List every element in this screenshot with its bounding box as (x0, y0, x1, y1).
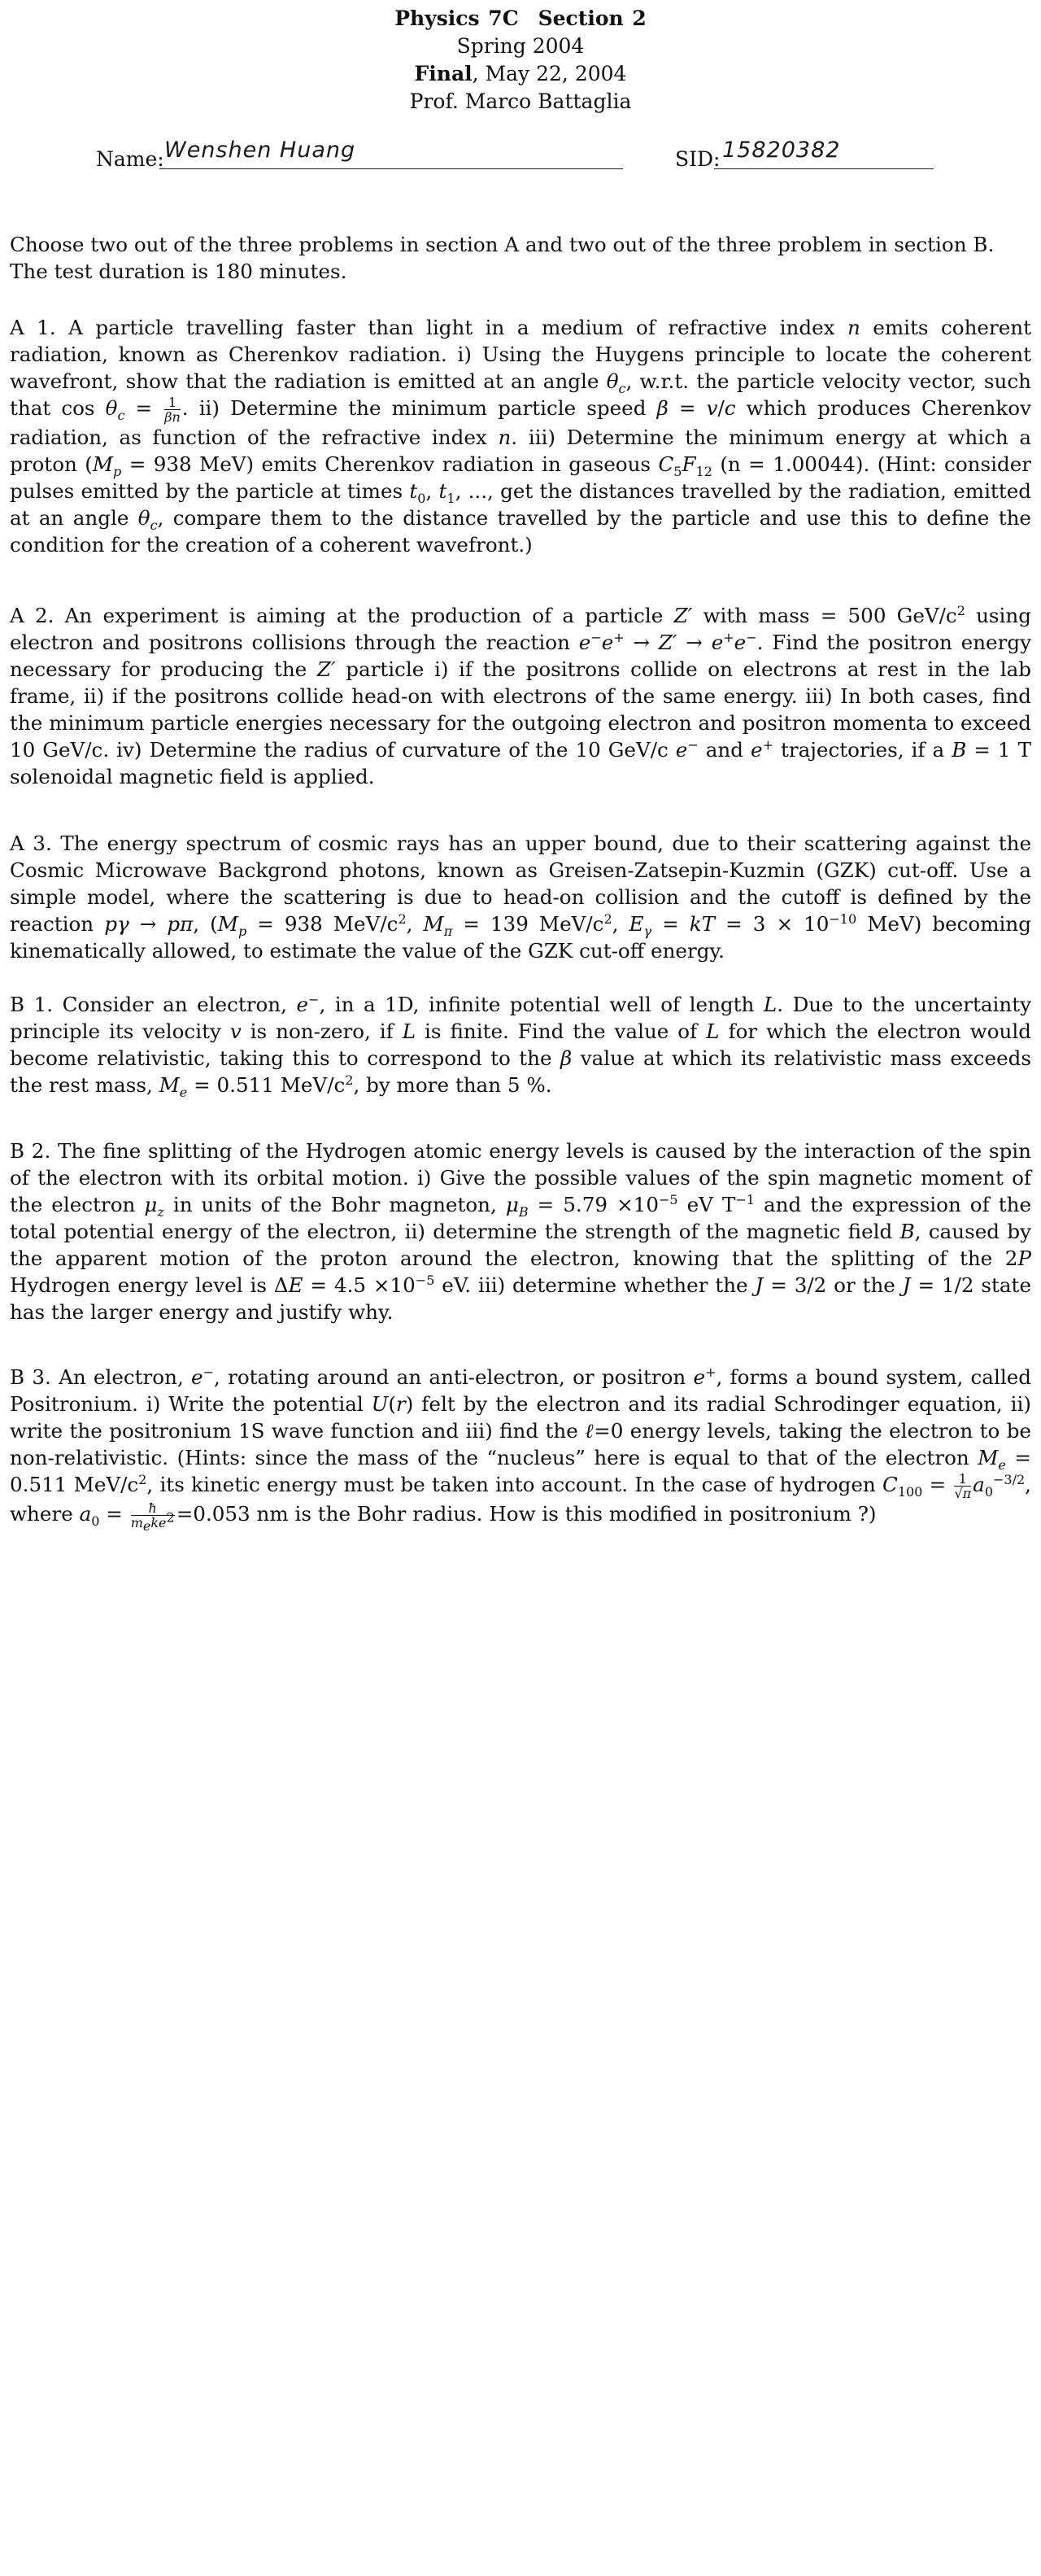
exam-header (0, 5, 1041, 116)
term: Spring 2004 (456, 34, 585, 58)
problem-a3 (10, 830, 1031, 964)
problem-b2-id: B 2. (10, 1139, 51, 1163)
exam-date: , May 22, 2004 (472, 62, 627, 85)
handwritten-sid: 15820382 (722, 138, 841, 163)
problem-b3 (10, 1364, 1032, 1535)
problem-a1 (10, 314, 1031, 558)
fraction-1-over-beta-n: $\frac{1}{\beta n}$ (164, 395, 181, 425)
problem-b2-text: B 2. The fine splitting of the Hydrogen atomic energy levels is caused by the interaction of the spin of the electron with its orbital motion. i) Give the possible values of the spin magnetic moment of the electron $\mu_z$ in units of the Bohr magneton, $\mu_B = 5.79 \times 10^{-5}$ eV $T^{-1}$ and the expression of the total potential energy of the electron, ii) determine the strength of the magnetic field B, caused by the apparent motion of the proton around the electron, knowing that the splitting of the 2P Hydrogen energy level is $\Delta E = 4.5 \times 10^{-5}$ eV. iii) determine whether the J = 3/2 or the J = 1/2 state has the larger energy and justify why. (10, 1139, 1032, 1324)
problem-b1 (10, 991, 1031, 1098)
problem-b2 (10, 1137, 1031, 1325)
sid-label: SID: (675, 147, 721, 171)
exam-line (0, 60, 1041, 88)
handwritten-name: Wenshen Huang (164, 138, 356, 163)
problem-a1-text: A 1. A particle travelling faster than light in a medium of refractive index n emits coherent radiation, known as Cherenkov radiation. i) Using the Huygens principle to locate the coherent wavefront, show that the radiation is emitted at an angle $\theta_c$, w.r.t. the particle velocity vector, such that $\cos \theta_c$ = $\frac{1}{\beta n}$ . ii) Determine the minimum particle speed β = v/c which produces Cherenkov radiation, as function of the refractive index n. iii) Determine the minimum energy at which a proton ($M_p = 938$ MeV) emits Cherenkov radiation in gaseous $C_5F_{12}$ (n = 1.00044). (Hint: consider pulses emitted by the particle at times $t_0$, $t_1$, ..., get the distances travelled by the radiation, emitted at an angle $\theta_c$, compare them to the distance travelled by the particle and use this to define the condition for the creation of a coherent wavefront.) (10, 316, 1032, 557)
course-name: Physics 7C (394, 7, 519, 30)
fraction-1-over-sqrt-pi: $\frac{1}{√\pi}$ (954, 1471, 972, 1501)
professor: Prof. Marco Battaglia (409, 90, 632, 113)
problem-a2-id: A 2. (10, 604, 54, 627)
problem-a3-text: A 3. The energy spectrum of cosmic rays has an upper bound, due to their scattering against the Cosmic Microwave Backgrond photons, known as Greisen-Zatsepin-Kuzmin (GZK) cut-off. Use a simple model, where the scattering is due to head-on collision and the cutoff is defined by the reaction pγ → pπ, ($M_p = 938$ MeV/$c^2$, $M_\pi = 139$ MeV/$c^2$, $E_\gamma$ = kT = $3 \times 10^{-10}$ MeV) becoming kinematically allowed, to estimate the value of the GZK cut-off energy. (10, 832, 1031, 963)
problem-a2-text: A 2. An experiment is aiming at the production of a particle Z′ with mass = 500 GeV/$c^2$ using electron and positrons collisions through the reaction e−e+ → Z′ → e+e−. Find the positron energy necessary for producing the Z′ particle i) if the positrons collide on electrons at rest in the lab frame, ii) if the positrons collide head-on with electrons of the same energy. iii) In both cases, find the minimum particle energies necessary for the outgoing electron and positron momenta to exceed 10 GeV/c. iv) Determine the radius of curvature of the 10 GeV/c e− and e+ trajectories, if a B = 1 T solenoidal magnetic field is applied. (10, 602, 1032, 788)
instructions-line-2: The test duration is 180 minutes. (10, 260, 347, 283)
student-info-row (96, 137, 950, 176)
problem-a2 (10, 602, 1031, 790)
instructions-line-1: Choose two out of the three problems in section A and two out of the three problem in section B. (10, 233, 995, 256)
instructions (10, 231, 1031, 285)
problem-b3-text: B 3. An electron, e−, rotating around an anti-electron, or positron e+, forms a bound system, called Positronium. i) Write the potential U(r) felt by the electron and its radial Schrodinger equation, ii) write the positronium 1S wave function and iii) find the ℓ=0 energy levels, taking the electron to be non-relativistic. (Hints: since the mass of the “nucleus” here is equal to that of the electron $M_e = 0.511$ MeV/$c^2$, its kinetic energy must be taken into account. In the case of hydrogen $C_{100}$ = $\frac{1}{√\pi}$ $a_0^{-3/2}$, where $a_0$ = $\frac{ħ}{m_eke^2}$ =0.053 nm is the Bohr radius. How is this modified in positronium ?) (10, 1364, 1032, 1535)
problem-a3-id: A 3. (10, 832, 52, 855)
name-label: Name: (96, 147, 164, 171)
exam-type: Final (414, 62, 473, 85)
sid-field[interactable] (714, 136, 934, 169)
fraction-hbar-over-me-ke2: $\frac{ħ}{m_eke^2}$ (130, 1500, 175, 1535)
problem-b3-id: B 3. (10, 1365, 51, 1389)
problem-a1-id: A 1. (10, 316, 56, 339)
problem-b1-id: B 1. (10, 993, 54, 1016)
name-field[interactable] (159, 136, 623, 169)
section-name: Section 2 (538, 7, 647, 30)
problem-b1-text: B 1. Consider an electron, e−, in a 1D, infinite potential well of length L. Due to the uncertainty principle its velocity v is non-zero, if L is finite. Find the value of L for which the electron would become relativistic, taking this to correspond to the β value at which its relativistic mass exceeds the rest mass, $M_e = 0.511$ MeV/$c^2$, by more than 5 %. (10, 991, 1031, 1100)
course-title (0, 5, 1041, 33)
